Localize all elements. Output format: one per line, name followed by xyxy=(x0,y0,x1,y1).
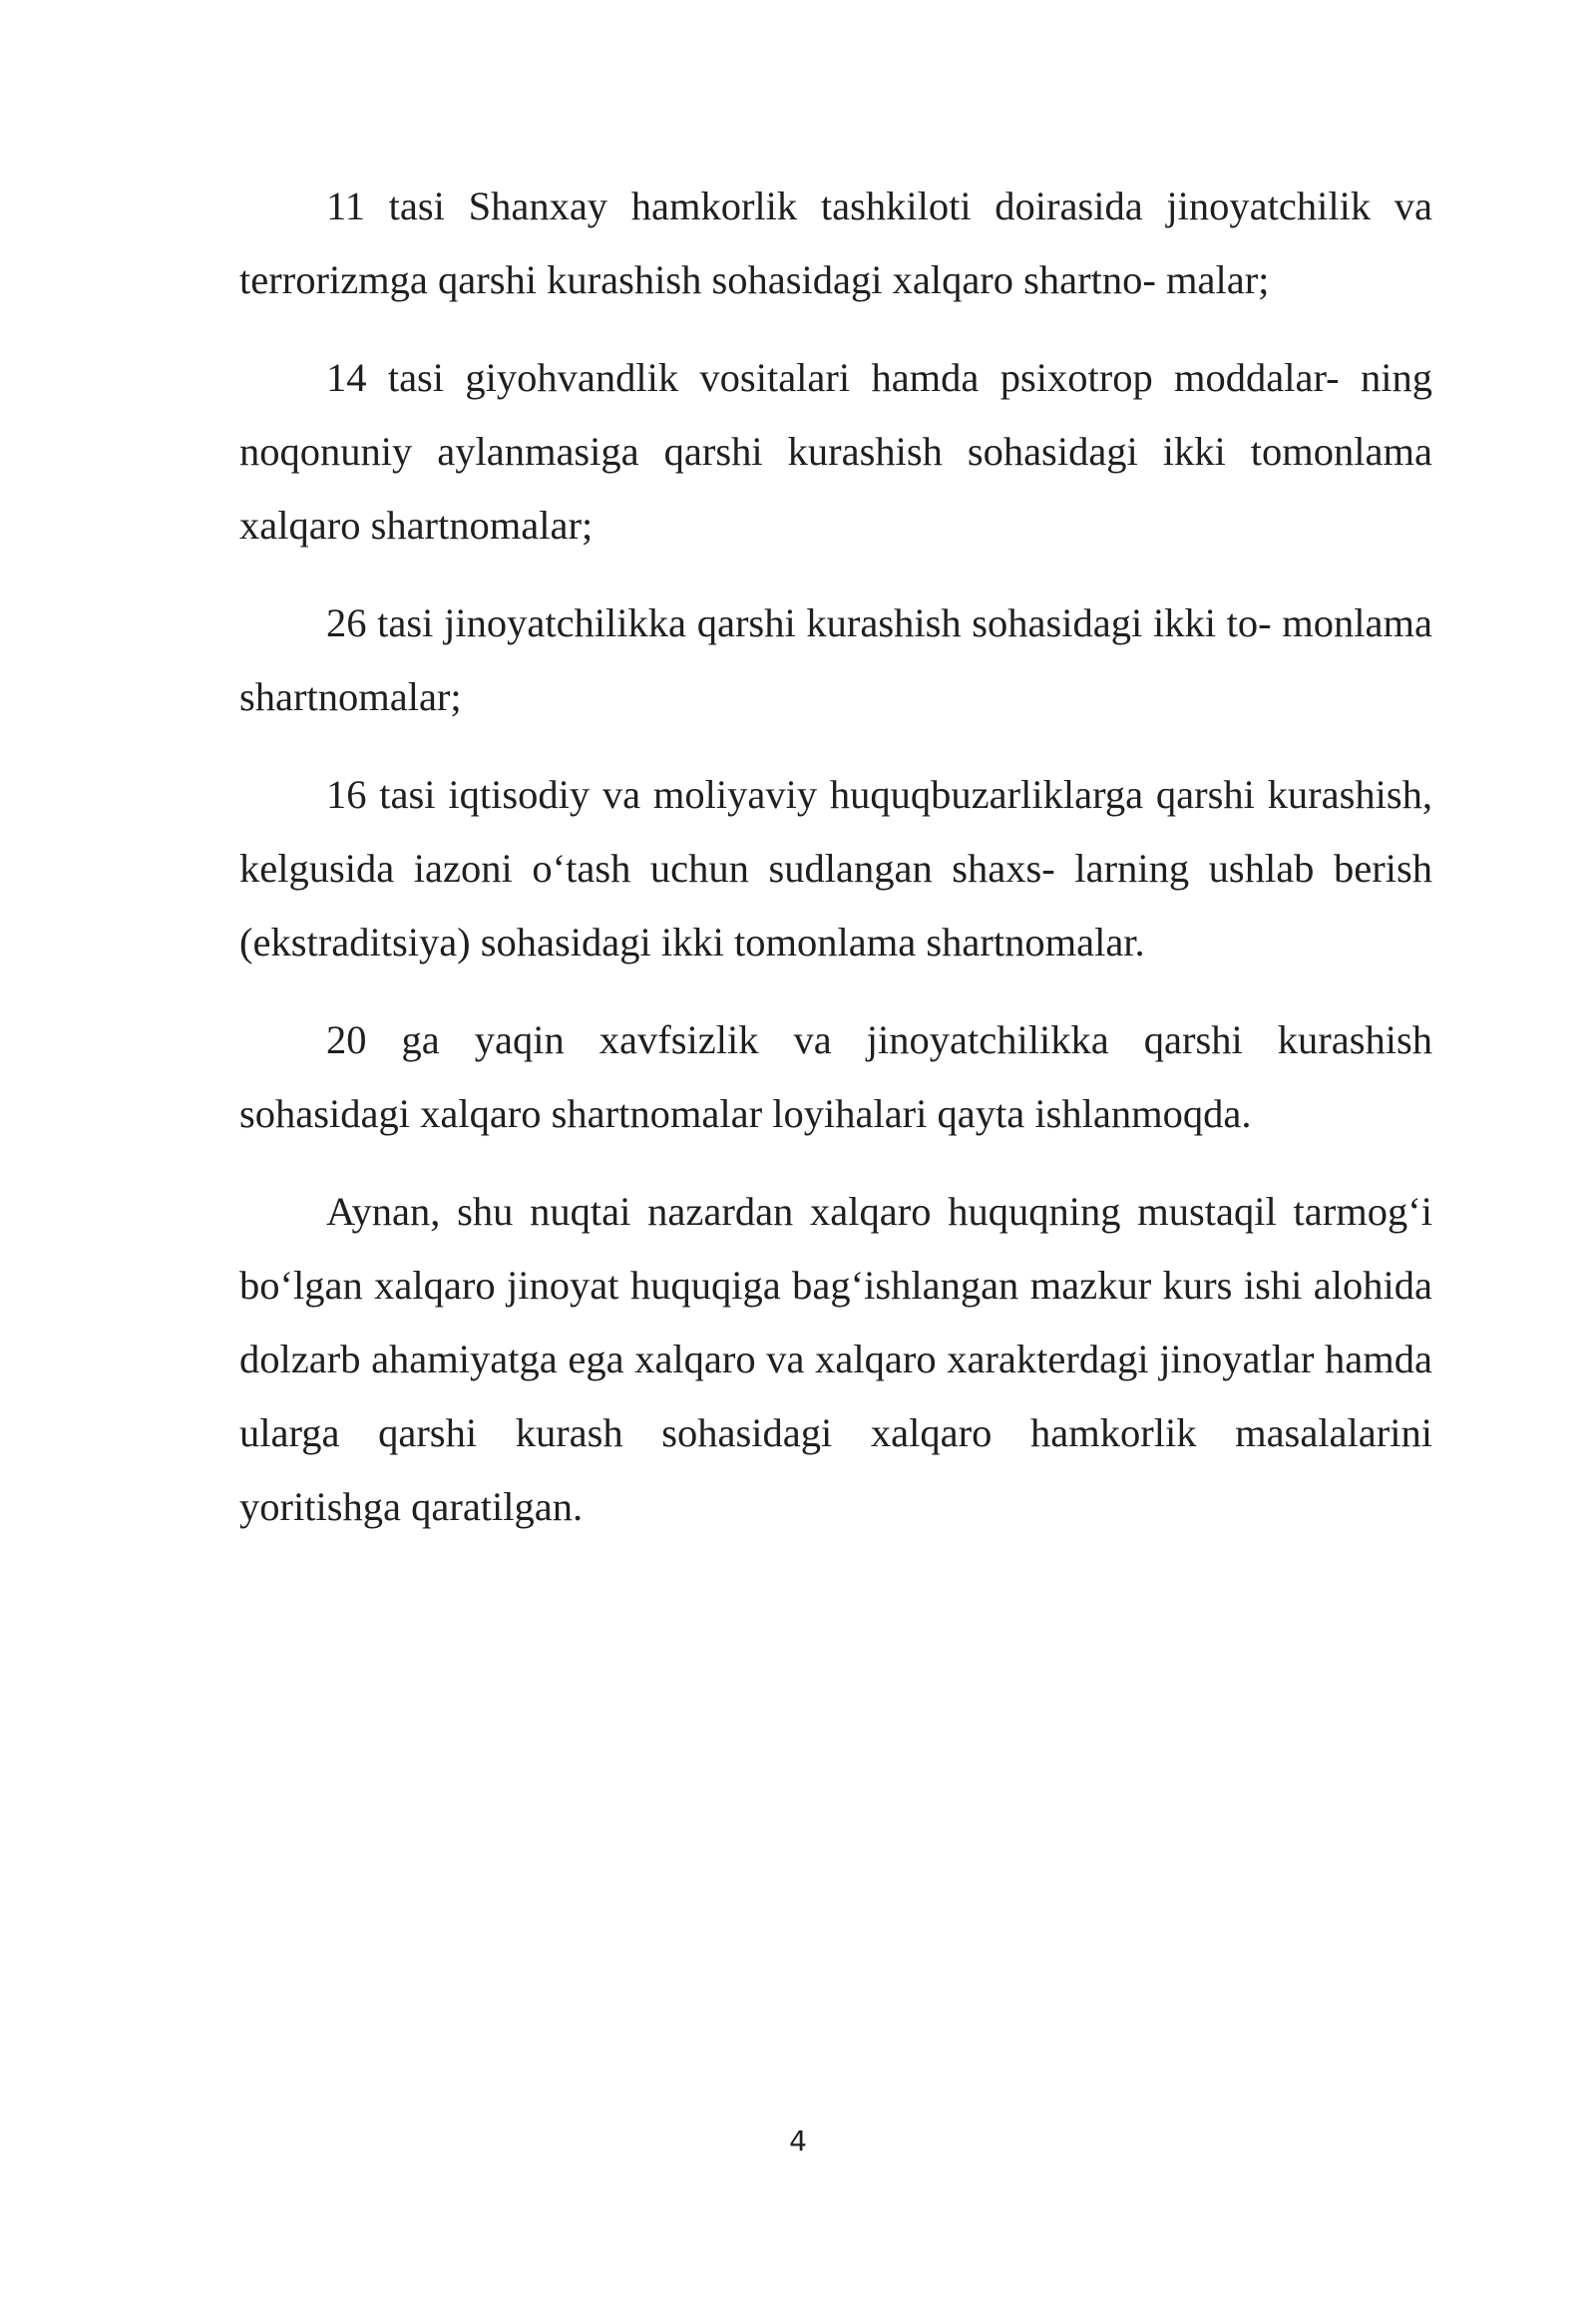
paragraph-course-work-purpose: Aynan, shu nuqtai nazardan xalqaro huquqning mustaqil tarmogʻi boʻlgan xalqaro jinoyat huquqiga bagʻishlangan mazkur kurs ishi alohida dolzarb ahamiyatga ega xalqaro va xalqaro xarakterdagi jinoyatlar hamda ularga qarshi kurash sohasidagi xalqaro hamkorlik masalalarini yoritishga qaratilgan. xyxy=(239,1189,1432,1529)
page-number: 4 xyxy=(789,2124,807,2157)
paragraph-sco-agreements: 11 tasi Shanxay hamkorlik tashkiloti doirasida jinoyatchilik va terrorizmga qarshi kurashish sohasidagi xalqaro shartno- malar; xyxy=(239,184,1432,302)
paragraph-extradition-agreements: 16 tasi iqtisodiy va moliyaviy huquqbuzarliklarga qarshi kurashish, kelgusida iazoni oʻtash uchun sudlangan shaxs- larning ushlab berish (ekstraditsiya) sohasidagi ikki tomonlama shartnomalar. xyxy=(239,772,1432,964)
paragraph-draft-agreements: 20 ga yaqin xavfsizlik va jinoyatchilikka qarshi kurashish sohasidagi xalqaro shartnomalar loyihalari qayta ishlanmoqda. xyxy=(239,1017,1432,1136)
paragraph-crime-agreements: 26 tasi jinoyatchilikka qarshi kurashish sohasidagi ikki to- monlama shartnomalar; xyxy=(239,600,1432,719)
document-body xyxy=(239,170,1432,1568)
paragraph-narcotics-agreements: 14 tasi giyohvandlik vositalari hamda psixotrop moddalar- ning noqonuniy aylanmasiga qarshi kurashish sohasidagi ikki tomonlama xalqaro shartnomalar; xyxy=(239,355,1432,548)
